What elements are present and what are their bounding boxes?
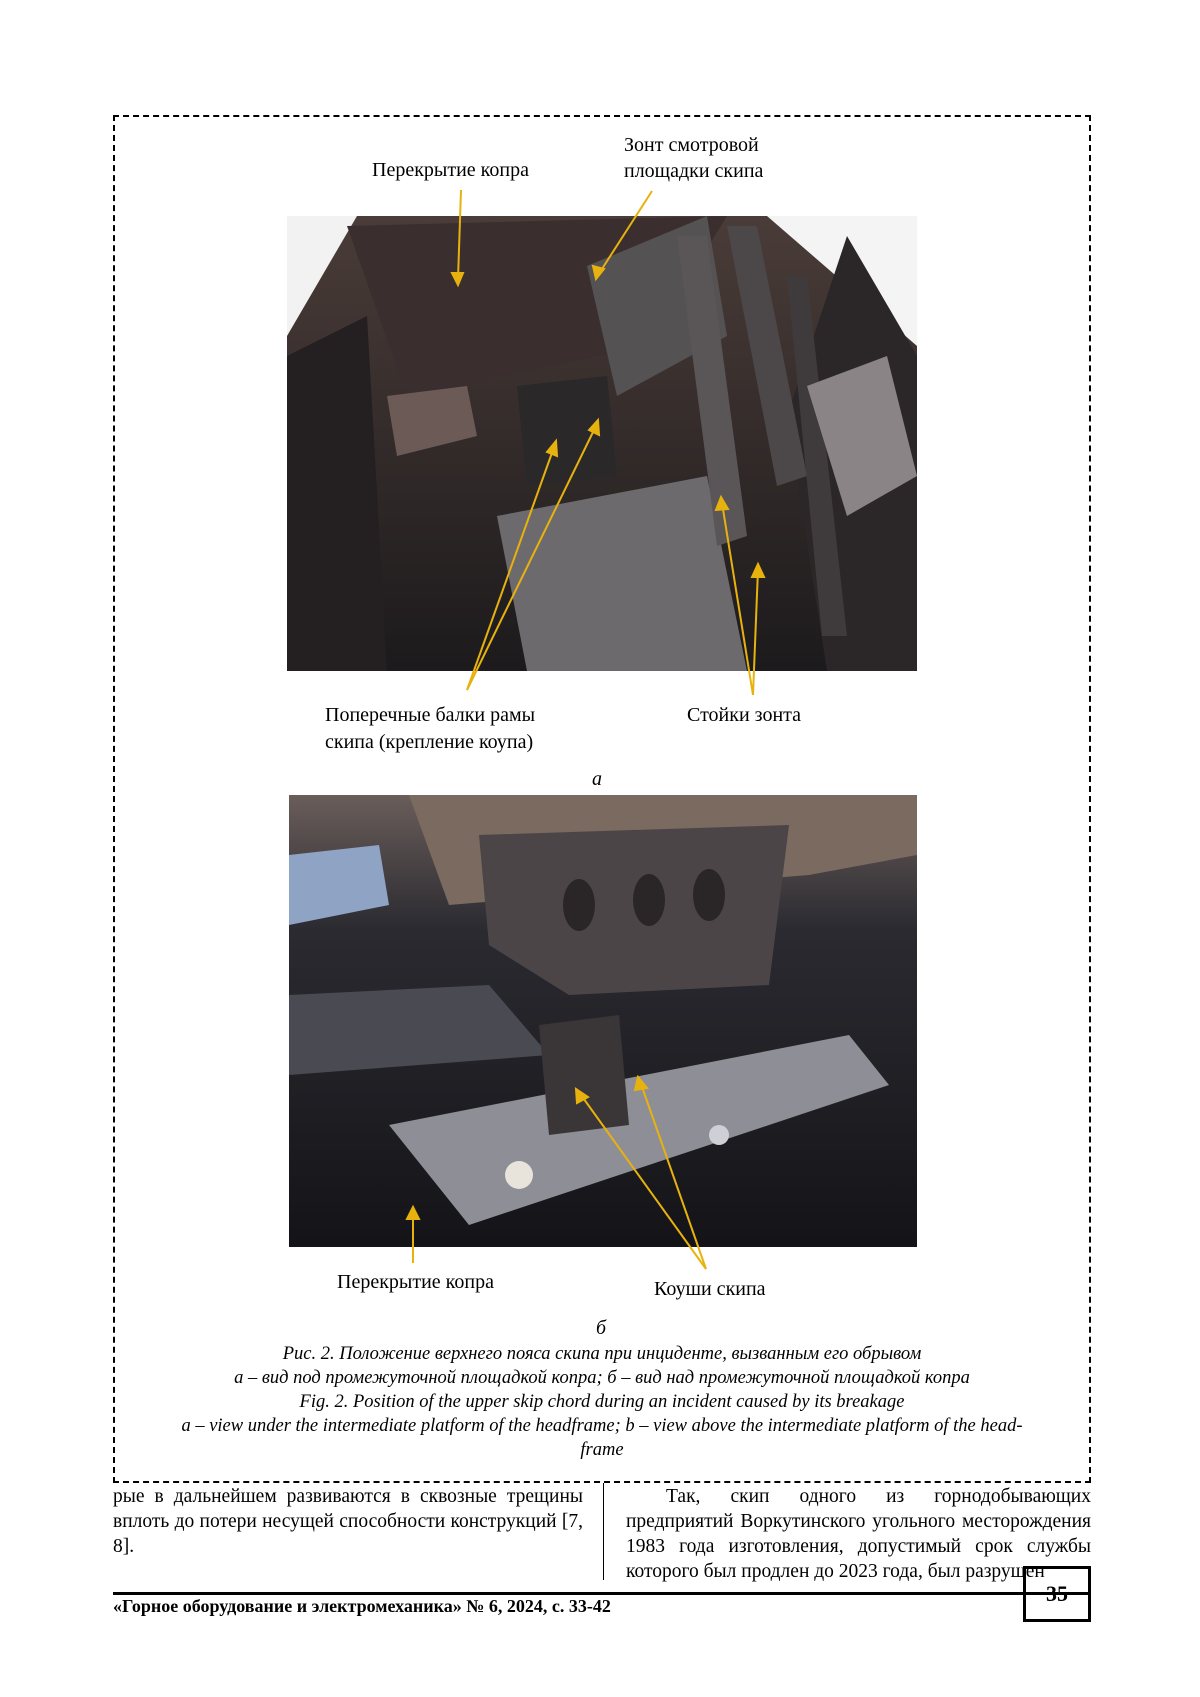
- column-divider: [603, 1483, 604, 1580]
- sublabel-b: б: [596, 1317, 607, 1339]
- footer-journal: «Горное оборудование и электромеханика» № 6, 2024, с. 33-42: [113, 1596, 611, 1616]
- sublabel-a: а: [592, 768, 602, 790]
- photo-a: [287, 216, 917, 671]
- label-balki-line1: Поперечные балки рамы: [325, 704, 536, 726]
- caption-en-title: Fig. 2. Position of the upper skip chord during an incident caused by its breakage: [299, 1392, 905, 1412]
- caption-ru-title: Рис. 2. Положение верхнего пояса скипа при инциденте, вызванным его обрывом: [282, 1344, 922, 1364]
- label-zont-line1: Зонт смотровой: [624, 134, 759, 156]
- caption-ru-sub: а – вид под промежуточной площадкой копра; б – вид над промежуточной площадкой копра: [234, 1368, 970, 1388]
- label-koushi: Коуши скипа: [654, 1278, 766, 1300]
- label-perekrytie-b: Перекрытие копра: [337, 1271, 494, 1293]
- label-stoyki: Стойки зонта: [687, 704, 802, 726]
- caption-en-sub-line2: frame: [580, 1440, 624, 1460]
- page-number: 35: [1023, 1566, 1091, 1622]
- text-right-column: Так, скип одного из горнодобывающих предприятий Воркутинского угольного месторождения 1983 года изготовления, допустимый срок службы которого был продлен до 2023 года, был разрушен: [626, 1486, 1091, 1582]
- photo-b: [289, 795, 917, 1247]
- text-left-column: рые в дальнейшем развиваются в сквозные трещины вплоть до потери несущей способности конструкций [7, 8].: [113, 1486, 583, 1557]
- label-zont-line2: площадки скипа: [624, 160, 764, 182]
- label-perekrytie-a: Перекрытие копра: [372, 159, 529, 181]
- label-balki-line2: скипа (крепление коупа): [325, 731, 534, 753]
- caption-en-sub-line1: a – view under the intermediate platform of the headframe; b – view above the intermediate platform of the head-: [181, 1416, 1023, 1436]
- footer-rule: [113, 1592, 1091, 1595]
